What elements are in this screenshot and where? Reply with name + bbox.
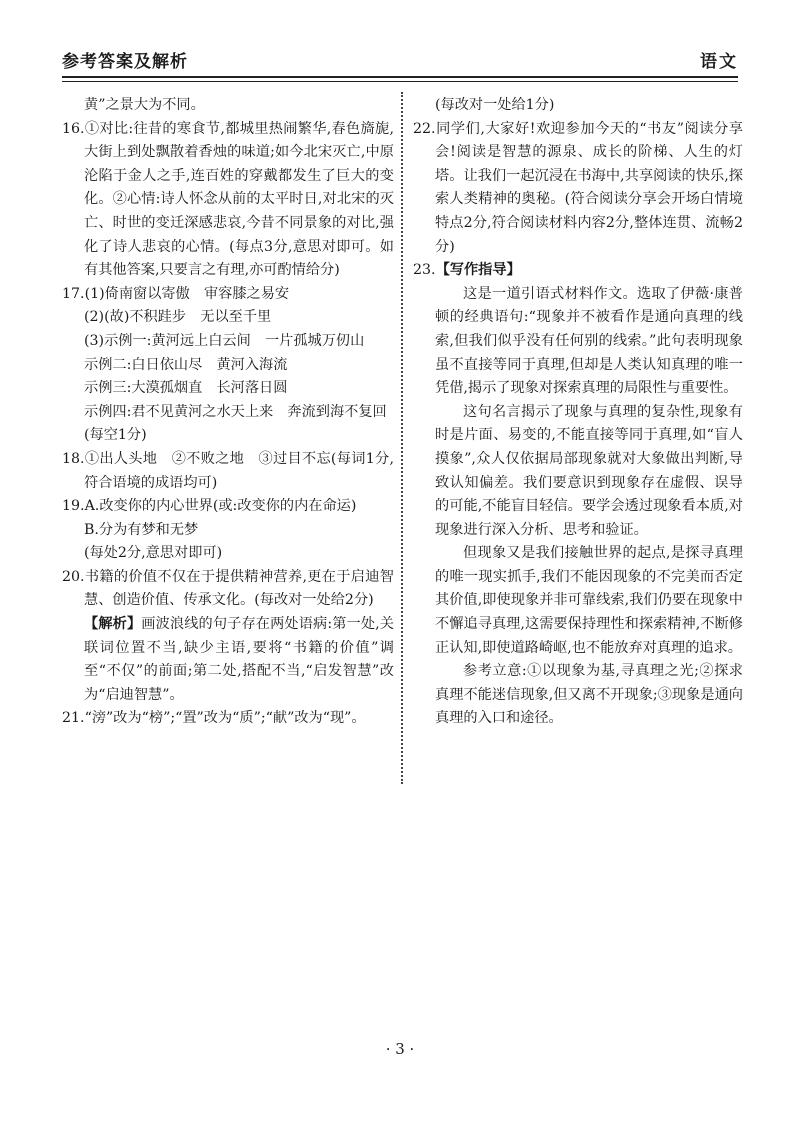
answer-22: 22.同学们,大家好!欢迎参加今天的“书友”阅读分享会!阅读是智慧的源泉、成长的阶梯、人生的灯塔。让我们一起沉浸在书海中,共享阅读的快乐,探索人类精神的奥秘。(符合阅读分享会开场白情境特点2分,符合阅读材料内容2分,整体连贯、流畅2分) [413,120,743,255]
header-rule-thin [62,81,738,82]
column-divider [401,92,403,784]
header-title: 参考答案及解析 [62,52,188,72]
right-column [413,94,743,731]
essay-paragraph-2: 这句名言揭示了现象与真理的复杂性,现象有时是片面、易变的,不能直接等同于真理,如“盲人摸象”,众人仅依据局部现象就对大象做出判断,导致认知偏差。我们要意识到现象存在虚假、误导的可能,不能盲目轻信。要学会透过现象看本质,对现象进行深入分析、思考和验证。 [435,403,743,538]
answer-23-number: 23. [413,262,436,279]
essay-paragraph-1: 这是一道引语式材料作文。选取了伊薇·康普顿的经典语句:“现象并不被看作是通向真理的线索,但我们似乎没有任何别的线索。”此句表明现象虽不直接等同于真理,但却是人类认知真理的唯一凭借,揭示了现象对探索真理的局限性与重要性。 [435,285,743,397]
analysis-label: 【解析】 [84,616,142,633]
answer-19-a: 19.A.改变你的内心世界(或:改变你的内在命运) [62,498,357,515]
answer-18: 18.①出人头地 ②不败之地 ③过目不忘(每词1分,符合语境的成语均可) [62,450,394,491]
answer-19-b: B.分为有梦和无梦 [84,521,199,538]
answer-21: 21.“滂”改为“榜”;“置”改为“质”;“献”改为“现”。 [62,710,366,727]
answer-17-3-example-3: 示例三:大漠孤烟直 长河落日圆 [84,380,288,397]
answer-19-scoring: (每处2分,意思对即可) [84,545,223,562]
answer-17-1: 17.(1)倚南窗以寄傲 审容膝之易安 [62,285,290,302]
page-number: · 3 · [385,1040,415,1058]
answer-17-3-example-1: (3)示例一:黄河远上白云间 一片孤城万仞山 [84,332,365,349]
page-header [62,48,738,78]
analysis-text: 画波浪线的句子存在两处语病:第一处,关联词位置不当,缺少主语,要将“书籍的价值”调至“不仅”的前面;第二处,搭配不当,“启发智慧”改为“启迪智慧”。 [84,616,394,703]
essay-paragraph-3: 但现象又是我们接触世界的起点,是探寻真理的唯一现实抓手,我们不能因现象的不完美而否定其价值,即使现象并非可靠线索,我们仍要在现象中不懈追寻真理,这需要保持理性和探索精神,不断修正认知,即使道路崎岖,也不能放弃对真理的追求。 [435,545,743,656]
answer-17-3-example-2: 示例二:白日依山尽 黄河入海流 [84,356,288,373]
answer-16: 16.①对比:往昔的寒食节,都城里热闹繁华,春色旖旎,大街上到处飘散着香烛的味道;如今北宋灭亡,中原沦陷于金人之手,连百姓的穿戴都发生了巨大的变化。②心情:诗人怀念从前的太平时日,对北宋的灭亡、时世的变迁深感悲哀,今昔不同景象的对比,强化了诗人悲哀的心情。(每点3分,意思对即可。如有其他答案,只要言之有理,亦可酌情给分) [62,120,394,279]
answer-17-3-example-4: 示例四:君不见黄河之水天上来 奔流到海不复回 [84,403,387,420]
answer-17-2: (2)(故)不积跬步 无以至千里 [84,309,272,326]
answer-20-analysis [62,613,394,707]
essay-reference-themes: 参考立意:①以现象为基,寻真理之光;②探求真理不能迷信现象,但又离不开现象;③现象是通向真理的入口和途径。 [435,663,743,727]
header-subject: 语文 [700,52,738,72]
answer-20: 20.书籍的价值不仅在于提供精神营养,更在于启迪智慧、创造价值、传承文化。(每改对一处给2分) [62,568,394,609]
left-column [62,94,394,731]
writing-guide-label: 【写作指导】 [435,262,521,279]
header-rule [62,76,738,78]
answer-23-heading [413,259,743,283]
answer-15-tail: 黄”之景大为不同。 [84,97,205,113]
answer-17-scoring: (每空1分) [84,427,147,444]
answer-21-scoring: (每改对一处给1分) [435,97,555,113]
